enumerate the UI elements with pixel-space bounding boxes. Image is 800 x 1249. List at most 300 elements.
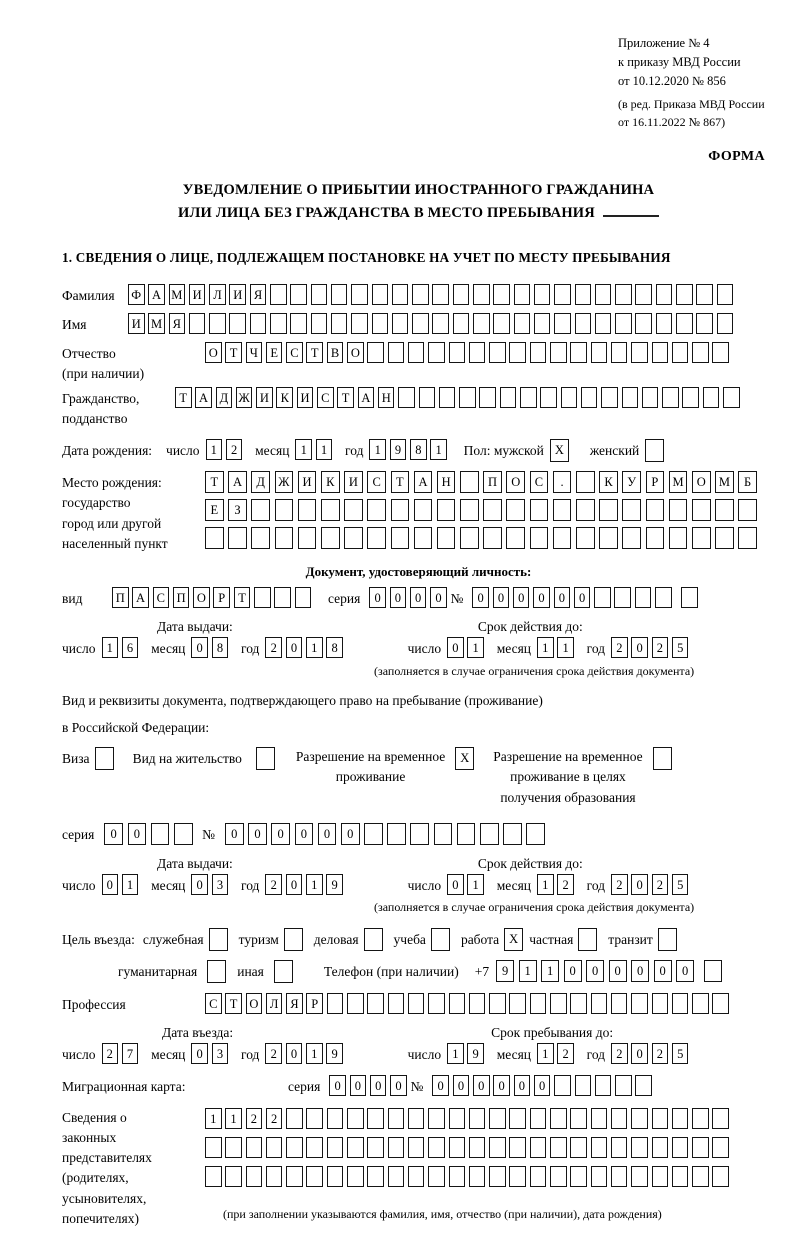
form-cell[interactable] [347, 993, 364, 1014]
form-cell[interactable]: О [246, 993, 263, 1014]
form-cell[interactable] [575, 1075, 592, 1096]
form-cell[interactable]: 0 [370, 1075, 387, 1096]
form-cell[interactable] [595, 1075, 612, 1096]
form-cell[interactable] [388, 993, 405, 1014]
form-cell[interactable] [457, 823, 476, 845]
form-cell[interactable]: 0 [430, 587, 447, 608]
form-cell[interactable] [364, 928, 383, 951]
form-cell[interactable] [290, 313, 307, 334]
form-cell[interactable] [553, 527, 572, 549]
form-cell[interactable]: К [599, 471, 618, 493]
form-cell[interactable]: 1 [467, 874, 484, 895]
form-cell[interactable] [351, 313, 368, 334]
form-cell[interactable] [611, 1137, 628, 1158]
form-cell[interactable] [530, 1137, 547, 1158]
form-cell[interactable] [599, 499, 618, 521]
form-cell[interactable]: С [530, 471, 549, 493]
form-cell[interactable] [715, 499, 734, 521]
form-cell[interactable]: Р [213, 587, 230, 608]
form-cell[interactable]: 2 [652, 637, 669, 658]
form-cell[interactable] [554, 1075, 571, 1096]
form-cell[interactable]: 0 [390, 587, 407, 608]
form-cell[interactable] [615, 1075, 632, 1096]
form-cell[interactable] [428, 993, 445, 1014]
form-cell[interactable]: 0 [631, 1043, 648, 1064]
form-cell[interactable] [387, 823, 406, 845]
form-cell[interactable] [530, 342, 547, 363]
form-cell[interactable] [550, 993, 567, 1014]
form-cell[interactable] [554, 284, 571, 305]
form-cell[interactable] [408, 1108, 425, 1129]
form-cell[interactable] [676, 284, 693, 305]
form-cell[interactable] [251, 527, 270, 549]
form-cell[interactable] [306, 1108, 323, 1129]
form-cell[interactable] [570, 342, 587, 363]
form-cell[interactable] [578, 928, 597, 951]
form-cell[interactable]: М [169, 284, 186, 305]
form-cell[interactable] [367, 342, 384, 363]
form-cell[interactable] [460, 527, 479, 549]
form-cell[interactable]: Ч [246, 342, 263, 363]
form-cell[interactable]: 1 [306, 637, 323, 658]
form-cell[interactable] [570, 1108, 587, 1129]
form-cell[interactable] [449, 993, 466, 1014]
form-cell[interactable]: 2 [652, 874, 669, 895]
form-cell[interactable]: Т [225, 342, 242, 363]
form-cell[interactable] [672, 1166, 689, 1187]
form-cell[interactable] [682, 387, 699, 408]
form-cell[interactable] [428, 1137, 445, 1158]
form-cell[interactable] [95, 747, 114, 770]
form-cell[interactable]: 0 [390, 1075, 407, 1096]
form-cell[interactable]: А [132, 587, 149, 608]
form-cell[interactable] [439, 387, 456, 408]
form-cell[interactable]: 0 [410, 587, 427, 608]
form-cell[interactable]: С [317, 387, 334, 408]
form-cell[interactable]: О [193, 587, 210, 608]
form-cell[interactable] [392, 284, 409, 305]
form-cell[interactable] [327, 1166, 344, 1187]
form-cell[interactable] [500, 387, 517, 408]
form-cell[interactable] [459, 387, 476, 408]
form-cell[interactable] [306, 1137, 323, 1158]
form-cell[interactable] [635, 313, 652, 334]
form-cell[interactable] [428, 1166, 445, 1187]
form-cell[interactable]: 0 [102, 874, 119, 895]
form-cell[interactable] [703, 387, 720, 408]
form-cell[interactable] [246, 1166, 263, 1187]
form-cell[interactable]: 1 [295, 439, 312, 460]
form-cell[interactable]: 2 [611, 1043, 628, 1064]
form-cell[interactable] [428, 1108, 445, 1129]
form-cell[interactable]: К [276, 387, 293, 408]
form-cell[interactable] [599, 527, 618, 549]
form-cell[interactable]: О [506, 471, 525, 493]
form-cell[interactable] [622, 527, 641, 549]
form-cell[interactable] [530, 993, 547, 1014]
form-cell[interactable]: 1 [537, 1043, 554, 1064]
form-cell[interactable]: 0 [554, 587, 571, 608]
form-cell[interactable]: 1 [537, 637, 554, 658]
form-cell[interactable]: 8 [410, 439, 427, 460]
form-cell[interactable]: 2 [652, 1043, 669, 1064]
form-cell[interactable] [526, 823, 545, 845]
form-cell[interactable] [506, 499, 525, 521]
form-cell[interactable] [372, 284, 389, 305]
form-cell[interactable]: А [148, 284, 165, 305]
form-cell[interactable]: А [195, 387, 212, 408]
form-cell[interactable] [225, 1166, 242, 1187]
form-cell[interactable] [591, 1166, 608, 1187]
form-cell[interactable]: И [344, 471, 363, 493]
form-cell[interactable] [437, 527, 456, 549]
form-cell[interactable] [645, 439, 664, 462]
form-cell[interactable]: 0 [533, 587, 550, 608]
form-cell[interactable]: 0 [128, 823, 147, 845]
form-cell[interactable] [432, 284, 449, 305]
form-cell[interactable] [506, 527, 525, 549]
form-cell[interactable] [392, 313, 409, 334]
form-cell[interactable] [704, 960, 722, 982]
form-cell[interactable]: 0 [564, 960, 582, 982]
form-cell[interactable]: Т [225, 993, 242, 1014]
form-cell[interactable] [642, 387, 659, 408]
form-cell[interactable] [408, 342, 425, 363]
form-cell[interactable] [469, 1166, 486, 1187]
form-cell[interactable] [432, 313, 449, 334]
form-cell[interactable]: Е [205, 499, 224, 521]
form-cell[interactable] [327, 1108, 344, 1129]
form-cell[interactable] [286, 1108, 303, 1129]
form-cell[interactable] [631, 1108, 648, 1129]
form-cell[interactable] [723, 387, 740, 408]
form-cell[interactable] [266, 1166, 283, 1187]
form-cell[interactable] [209, 313, 226, 334]
form-cell[interactable]: И [229, 284, 246, 305]
form-cell[interactable] [479, 387, 496, 408]
form-cell[interactable]: 1 [447, 1043, 464, 1064]
form-cell[interactable] [408, 1137, 425, 1158]
form-cell[interactable]: 0 [514, 1075, 531, 1096]
form-cell[interactable] [591, 342, 608, 363]
form-cell[interactable]: 0 [286, 1043, 303, 1064]
form-cell[interactable]: 2 [557, 874, 574, 895]
form-cell[interactable] [672, 1137, 689, 1158]
form-cell[interactable]: М [715, 471, 734, 493]
form-cell[interactable] [321, 499, 340, 521]
form-cell[interactable]: 0 [453, 1075, 470, 1096]
form-cell[interactable]: 0 [631, 637, 648, 658]
form-cell[interactable]: З [228, 499, 247, 521]
form-cell[interactable]: 1 [122, 874, 139, 895]
form-cell[interactable]: А [228, 471, 247, 493]
form-cell[interactable] [331, 313, 348, 334]
form-cell[interactable] [653, 747, 672, 770]
form-cell[interactable] [575, 284, 592, 305]
form-cell[interactable] [388, 1108, 405, 1129]
form-cell[interactable]: О [692, 471, 711, 493]
form-cell[interactable] [553, 499, 572, 521]
form-cell[interactable]: 5 [672, 874, 689, 895]
form-cell[interactable] [151, 823, 170, 845]
form-cell[interactable]: 9 [496, 960, 514, 982]
form-cell[interactable] [520, 387, 537, 408]
form-cell[interactable] [591, 1108, 608, 1129]
form-cell[interactable]: Т [175, 387, 192, 408]
form-cell[interactable] [225, 1137, 242, 1158]
form-cell[interactable] [656, 313, 673, 334]
form-cell[interactable]: X [504, 928, 523, 951]
form-cell[interactable]: Т [337, 387, 354, 408]
form-cell[interactable] [327, 1137, 344, 1158]
form-cell[interactable] [715, 527, 734, 549]
form-cell[interactable] [449, 342, 466, 363]
form-cell[interactable]: 0 [574, 587, 591, 608]
form-cell[interactable] [449, 1137, 466, 1158]
form-cell[interactable]: 0 [248, 823, 267, 845]
form-cell[interactable] [367, 1137, 384, 1158]
form-cell[interactable]: X [455, 747, 474, 770]
form-cell[interactable]: 0 [341, 823, 360, 845]
form-cell[interactable]: 0 [286, 637, 303, 658]
form-cell[interactable]: 2 [265, 637, 282, 658]
form-cell[interactable]: 0 [369, 587, 386, 608]
form-cell[interactable] [205, 527, 224, 549]
form-cell[interactable] [290, 284, 307, 305]
form-cell[interactable] [652, 1137, 669, 1158]
form-cell[interactable]: 2 [611, 637, 628, 658]
form-cell[interactable] [250, 313, 267, 334]
form-cell[interactable]: 1 [430, 439, 447, 460]
form-cell[interactable] [530, 499, 549, 521]
form-cell[interactable] [469, 342, 486, 363]
form-cell[interactable] [672, 993, 689, 1014]
form-cell[interactable]: 0 [493, 1075, 510, 1096]
form-cell[interactable]: Д [216, 387, 233, 408]
form-cell[interactable]: В [327, 342, 344, 363]
form-cell[interactable]: А [414, 471, 433, 493]
form-cell[interactable]: 0 [350, 1075, 367, 1096]
form-cell[interactable]: 0 [271, 823, 290, 845]
form-cell[interactable] [509, 1137, 526, 1158]
form-cell[interactable] [266, 1137, 283, 1158]
form-cell[interactable]: 2 [266, 1108, 283, 1129]
form-cell[interactable]: А [358, 387, 375, 408]
form-cell[interactable]: Ж [236, 387, 253, 408]
form-cell[interactable] [591, 1137, 608, 1158]
form-cell[interactable] [514, 284, 531, 305]
form-cell[interactable] [453, 313, 470, 334]
form-cell[interactable] [398, 387, 415, 408]
form-cell[interactable]: С [205, 993, 222, 1014]
form-cell[interactable] [489, 1108, 506, 1129]
form-cell[interactable]: И [256, 387, 273, 408]
form-cell[interactable] [550, 1137, 567, 1158]
form-cell[interactable] [570, 993, 587, 1014]
form-cell[interactable]: 3 [212, 1043, 229, 1064]
form-cell[interactable] [591, 993, 608, 1014]
form-cell[interactable] [622, 387, 639, 408]
form-cell[interactable] [388, 342, 405, 363]
form-cell[interactable] [295, 587, 312, 608]
form-cell[interactable]: 0 [191, 637, 208, 658]
form-cell[interactable] [692, 342, 709, 363]
form-cell[interactable]: Т [205, 471, 224, 493]
form-cell[interactable] [298, 527, 317, 549]
form-cell[interactable]: 8 [212, 637, 229, 658]
form-cell[interactable] [509, 1108, 526, 1129]
form-cell[interactable]: Т [234, 587, 251, 608]
form-cell[interactable] [540, 387, 557, 408]
form-cell[interactable] [601, 387, 618, 408]
form-cell[interactable] [493, 313, 510, 334]
form-cell[interactable] [692, 1137, 709, 1158]
form-cell[interactable] [652, 342, 669, 363]
form-cell[interactable] [712, 1166, 729, 1187]
form-cell[interactable] [717, 284, 734, 305]
form-cell[interactable] [530, 1166, 547, 1187]
form-cell[interactable] [611, 1108, 628, 1129]
form-cell[interactable] [669, 499, 688, 521]
form-cell[interactable]: И [128, 313, 145, 334]
form-cell[interactable] [419, 387, 436, 408]
form-cell[interactable]: 9 [390, 439, 407, 460]
form-cell[interactable] [469, 1137, 486, 1158]
form-cell[interactable] [692, 1108, 709, 1129]
form-cell[interactable] [692, 993, 709, 1014]
form-cell[interactable] [256, 747, 275, 770]
form-cell[interactable] [570, 1137, 587, 1158]
form-cell[interactable] [611, 1166, 628, 1187]
form-cell[interactable]: Ф [128, 284, 145, 305]
form-cell[interactable]: 1 [467, 637, 484, 658]
form-cell[interactable] [434, 823, 453, 845]
form-cell[interactable]: 0 [329, 1075, 346, 1096]
form-cell[interactable]: П [112, 587, 129, 608]
form-cell[interactable] [412, 313, 429, 334]
form-cell[interactable] [205, 1166, 222, 1187]
form-cell[interactable] [646, 499, 665, 521]
form-cell[interactable] [514, 313, 531, 334]
form-cell[interactable] [205, 1137, 222, 1158]
form-cell[interactable] [631, 993, 648, 1014]
form-cell[interactable] [311, 284, 328, 305]
form-cell[interactable] [311, 313, 328, 334]
form-cell[interactable] [615, 313, 632, 334]
form-cell[interactable]: 0 [513, 587, 530, 608]
form-cell[interactable] [306, 1166, 323, 1187]
form-cell[interactable]: 0 [631, 960, 649, 982]
form-cell[interactable] [692, 1166, 709, 1187]
form-cell[interactable] [655, 587, 672, 608]
form-cell[interactable]: П [483, 471, 502, 493]
form-cell[interactable]: Е [266, 342, 283, 363]
form-cell[interactable] [286, 1137, 303, 1158]
form-cell[interactable]: И [297, 387, 314, 408]
form-cell[interactable] [251, 499, 270, 521]
form-cell[interactable]: 6 [122, 637, 139, 658]
form-cell[interactable] [254, 587, 271, 608]
form-cell[interactable]: 0 [493, 587, 510, 608]
form-cell[interactable] [364, 823, 383, 845]
form-cell[interactable] [509, 1166, 526, 1187]
form-cell[interactable] [489, 1137, 506, 1158]
form-cell[interactable]: 0 [318, 823, 337, 845]
form-cell[interactable]: 5 [672, 1043, 689, 1064]
form-cell[interactable]: У [622, 471, 641, 493]
form-cell[interactable] [712, 993, 729, 1014]
form-cell[interactable] [576, 527, 595, 549]
form-cell[interactable]: П [173, 587, 190, 608]
form-cell[interactable] [246, 1137, 263, 1158]
form-cell[interactable] [327, 993, 344, 1014]
form-cell[interactable] [646, 527, 665, 549]
form-cell[interactable]: 1 [541, 960, 559, 982]
form-cell[interactable] [631, 342, 648, 363]
form-cell[interactable] [284, 928, 303, 951]
form-cell[interactable] [414, 499, 433, 521]
form-cell[interactable] [635, 284, 652, 305]
form-cell[interactable]: 2 [557, 1043, 574, 1064]
form-cell[interactable]: Я [169, 313, 186, 334]
form-cell[interactable] [489, 1166, 506, 1187]
form-cell[interactable] [489, 342, 506, 363]
form-cell[interactable]: К [321, 471, 340, 493]
form-cell[interactable] [209, 928, 228, 951]
form-cell[interactable]: О [205, 342, 222, 363]
form-cell[interactable] [473, 284, 490, 305]
form-cell[interactable] [534, 284, 551, 305]
form-cell[interactable]: 0 [447, 637, 464, 658]
form-cell[interactable] [595, 313, 612, 334]
form-cell[interactable]: 1 [306, 874, 323, 895]
form-cell[interactable] [189, 313, 206, 334]
form-cell[interactable] [274, 587, 291, 608]
form-cell[interactable] [469, 993, 486, 1014]
form-cell[interactable] [550, 1166, 567, 1187]
form-cell[interactable] [503, 823, 522, 845]
form-cell[interactable] [298, 499, 317, 521]
form-cell[interactable]: 7 [122, 1043, 139, 1064]
form-cell[interactable] [483, 527, 502, 549]
form-cell[interactable] [561, 387, 578, 408]
form-cell[interactable] [672, 1108, 689, 1129]
form-cell[interactable] [738, 499, 757, 521]
form-cell[interactable]: Я [286, 993, 303, 1014]
form-cell[interactable]: 0 [191, 1043, 208, 1064]
form-cell[interactable]: 2 [611, 874, 628, 895]
form-cell[interactable] [489, 993, 506, 1014]
form-cell[interactable] [493, 284, 510, 305]
form-cell[interactable] [469, 1108, 486, 1129]
form-cell[interactable] [270, 313, 287, 334]
form-cell[interactable]: 1 [519, 960, 537, 982]
form-cell[interactable] [576, 499, 595, 521]
form-cell[interactable]: 0 [473, 1075, 490, 1096]
form-cell[interactable] [449, 1108, 466, 1129]
form-cell[interactable]: X [550, 439, 569, 462]
form-cell[interactable] [681, 587, 698, 608]
form-cell[interactable]: 0 [286, 874, 303, 895]
form-cell[interactable] [367, 499, 386, 521]
form-cell[interactable]: 0 [676, 960, 694, 982]
form-cell[interactable] [696, 313, 713, 334]
form-cell[interactable] [344, 499, 363, 521]
form-cell[interactable] [351, 284, 368, 305]
form-cell[interactable] [676, 313, 693, 334]
form-cell[interactable] [408, 1166, 425, 1187]
form-cell[interactable] [575, 313, 592, 334]
